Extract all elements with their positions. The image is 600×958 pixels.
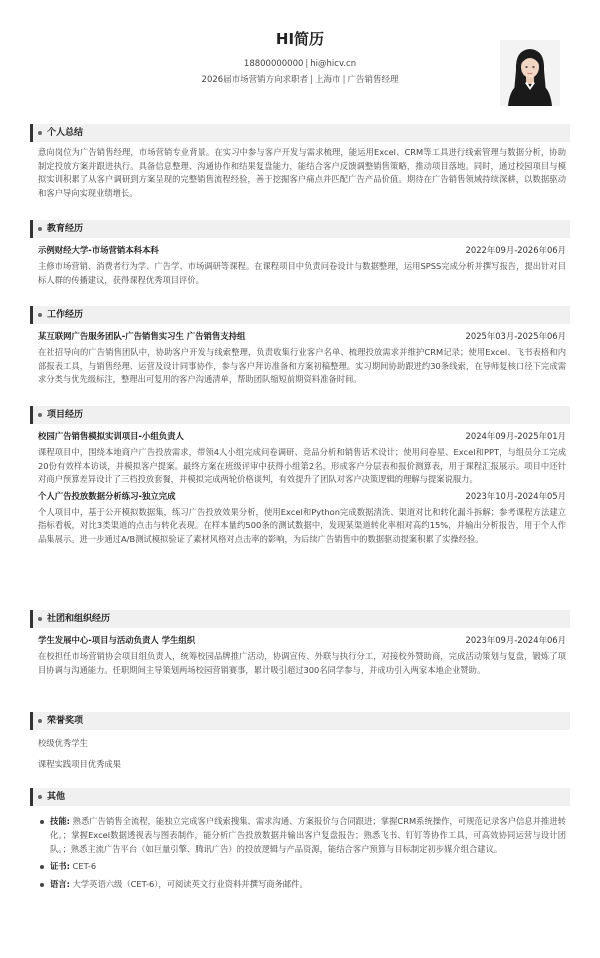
- section-heading: [30, 610, 570, 628]
- list-item: [38, 878, 566, 892]
- project-title: 校园广告销售模拟实训项目-小组负责人: [38, 431, 184, 441]
- activity-description: 在校担任市场营销协会项目组负责人，统筹校园品牌推广活动，协调宣传、外联与执行分工，对接校外赞助商，完成活动策划与复盘，锻炼了项目协调与沟通能力。任职期间主导策划两场校园营销赛事，累计吸引超过300名同学参与，并成功引入两家本地企业赞助。: [38, 651, 566, 675]
- honor-item: 课程实践项目优秀成果: [38, 759, 121, 769]
- heading-dot-icon: [38, 413, 42, 417]
- heading-dot-icon: [38, 719, 42, 723]
- section-education: [30, 220, 570, 287]
- job-target: 2026届市场营销方向求职者: [201, 75, 309, 85]
- desired-position: 广告销售经理: [347, 75, 399, 85]
- school-and-major: 示例财经大学-市场营销本科本科: [38, 245, 159, 255]
- candidate-name: HI简历: [275, 30, 325, 48]
- project-entry-header: [38, 430, 566, 442]
- project-description: 课程项目中，围绕本地商户广告投放需求，带领4人小组完成问卷调研、竞品分析和销售话术设计；使用问卷星、Excel和PPT，与组员分工完成20份有效样本访谈，并模拟客户提案。最终方案在班级评审中获得小组第2名，形成客户分层表和报价测算表，用于课程汇报展示。项目中还针对商户预算差异设计了三档投放套餐，并模拟完成两轮价格谈判，有效提升了团队对客户决策逻辑的理解与提案说服力。: [38, 447, 566, 485]
- section-heading: [30, 712, 570, 730]
- project-description: 个人项目中，基于公开模拟数据集，练习广告投放效果分析，使用Excel和Python完成数据清洗、渠道对比和转化漏斗拆解；参考课程方法建立指标看板，对比3类渠道的点击与转化表现。在样本量约500条的测试数据中，发现某渠道转化率相对高约15%，并输出分析报告，用于个人作品集展示。进一步通过A/B测试模拟验证了素材风格对点击率的影响，为后续广告销售中的数据驱动提案积累了实操经验。: [38, 506, 566, 544]
- list-item: [38, 860, 566, 874]
- honor-item: 校级优秀学生: [38, 738, 88, 748]
- separator: |: [310, 75, 314, 85]
- summary-text: 意向岗位为广告销售经理，市场营销专业背景。在实习中参与客户开发与需求梳理，能运用Excel、CRM等工具进行线索管理与数据分析，协助制定投放方案并跟进执行。具备信息整理、沟通协作和结果复盘能力，能结合客户反馈调整销售策略，推动项目落地。同时，通过校园项目与模拟实训积累了从客户调研到方案呈现的完整销售流程经验，善于挖掘客户痛点并匹配广告产品价值。期待在广告销售领域持续深耕，以数据驱动和客户导向实现业绩增长。: [38, 147, 566, 198]
- avatar-portrait: [500, 40, 560, 106]
- section-title: 其他: [47, 792, 66, 802]
- other-list: [38, 815, 566, 892]
- activity-entry-header: [38, 634, 566, 646]
- section-title: 项目经历: [47, 410, 84, 420]
- section-title: 教育经历: [47, 224, 84, 234]
- section-title: 个人总结: [47, 128, 84, 138]
- item-label: 技能:: [50, 816, 70, 826]
- avatar-photo: [500, 40, 560, 106]
- heading-dot-icon: [38, 313, 42, 317]
- phone-number: 18800000000: [243, 59, 304, 69]
- section-heading: [30, 124, 570, 142]
- item-text: 熟悉广告销售全流程，能独立完成客户线索搜集、需求沟通、方案报价与合同跟进；掌握CRM系统操作，可规范记录客户信息并推进转化。；掌握Excel数据透视表与图表制作，能分析广告投放数据并输出客户复盘报告；熟悉飞书、钉钉等协作工具，可高效协同运营与设计团队。；熟悉主流广告平台（如巨量引擎、腾讯广告）的投放逻辑与产品资源，能结合客户预算与目标制定初步媒介组合建议。: [50, 816, 567, 854]
- separator: |: [305, 59, 309, 69]
- item-label: 证书:: [50, 861, 70, 872]
- email-address: hi@hicv.cn: [310, 59, 357, 69]
- heading-dot-icon: [38, 795, 42, 799]
- work-description: 在社招导向的广告销售团队中，协助客户开发与线索整理，负责收集行业客户名单、梳理投放需求并维护CRM记录；使用Excel、飞书表格和内部报表工具，与销售经理、运营及设计同事协作，参与客户拜访准备和方案初稿整理。实习期间协助跟进约30条线索，在导师复核口径下完成需求分类与优先级标注，整理出可复用的客户沟通清单，帮助团队缩短前期资料准备时间。: [38, 347, 566, 385]
- section-other: [30, 788, 570, 896]
- project-date: 2023年10月-2024年05月: [465, 490, 566, 501]
- section-projects: [30, 406, 570, 547]
- section-work: [30, 306, 570, 387]
- project-title: 个人广告投放数据分析练习-独立完成: [38, 490, 176, 501]
- section-title: 荣誉奖项: [47, 716, 84, 726]
- work-entry-header: [38, 330, 566, 342]
- company-and-role: 某互联网广告服务团队-广告销售实习生 广告销售支持组: [38, 331, 246, 341]
- education-date: 2022年09月-2026年06月: [465, 245, 566, 255]
- separator: |: [342, 75, 346, 85]
- project-date: 2024年09月-2025年01月: [465, 431, 566, 441]
- section-heading: [30, 306, 570, 324]
- item-label: 语言:: [50, 879, 70, 890]
- city: 上海市: [315, 75, 341, 85]
- heading-dot-icon: [38, 227, 42, 231]
- section-title: 工作经历: [47, 310, 84, 320]
- section-heading: [30, 220, 570, 238]
- section-summary: [30, 124, 570, 200]
- work-date: 2025年03月-2025年06月: [465, 331, 566, 341]
- section-honors: [30, 712, 570, 771]
- section-heading: [30, 788, 570, 806]
- item-text: CET-6: [69, 861, 97, 872]
- organization-and-role: 学生发展中心-项目与活动负责人 学生组织: [38, 635, 196, 645]
- section-activities: [30, 610, 570, 677]
- activity-date: 2023年09月-2024年06月: [465, 635, 566, 645]
- list-item: [38, 815, 566, 856]
- heading-dot-icon: [38, 131, 42, 135]
- item-text: 大学英语六级（CET-6），可阅读英文行业资料并撰写商务邮件。: [69, 879, 308, 890]
- education-entry-header: [38, 244, 566, 256]
- section-heading: [30, 406, 570, 424]
- project-entry-header: [38, 490, 566, 502]
- heading-dot-icon: [38, 617, 42, 621]
- section-title: 社团和组织经历: [47, 614, 111, 624]
- education-description: 主修市场营销、消费者行为学、广告学、市场调研等课程。在课程项目中负责问卷设计与数据整理，运用SPSS完成分析并撰写报告，提出针对目标人群的传播建议，获得课程优秀项目评价。: [38, 261, 566, 285]
